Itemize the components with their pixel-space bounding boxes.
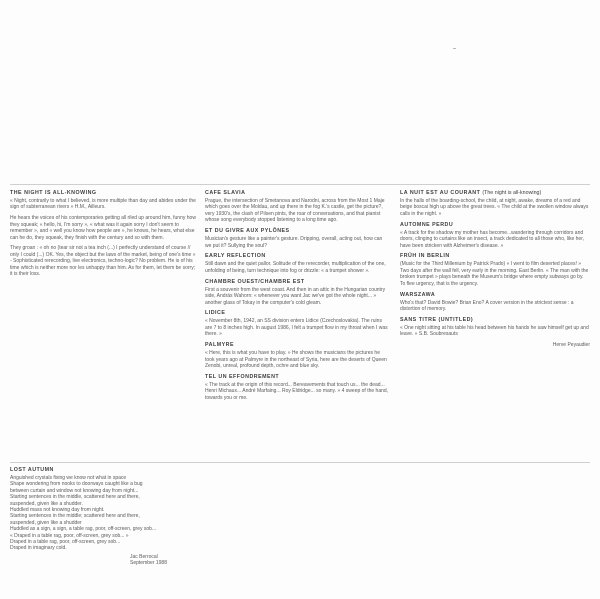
middle-divider [10,462,590,463]
track-entry [400,222,590,249]
track-title: PALMYRE [205,342,235,349]
track-title-sub: (UNTITLED) [438,316,474,323]
track-entry [205,228,390,249]
poem-line: Starting sentences in the middle, scattered here and there, [10,494,140,501]
poem-line: Draped in imaginary cold. [10,545,67,552]
track-text: Musician's gesture like a painter's gesture. Dripping, overall, acting out, how can we put it? Sullying the soul? [205,236,383,249]
poem-line: Starting sentences in the middle; scattered here and there, [10,513,140,520]
track-text: « One night sitting at his table his head between his hands he saw himself get up and leave. » S.B. Soubresauts [400,324,589,338]
track-entry [205,253,390,274]
track-entry [400,292,590,313]
paragraph: « Night, contrarily to what I believed, is more multiple than day and abides under the sign of subterranean rivers » H.M., Ailleurs. [10,198,196,211]
signature: Herve Peyaudier [552,342,590,349]
poem-line: Shape wondering from nooks to doorways caught like a bug [10,481,143,488]
track-entry [400,190,590,217]
track-text: First a souvenir from the west coast. And then in an attic in the Hungarian country side, András Wahorn: « whenever you want Jac we've got the whole night... » another glass of Tokay in the computer's cold gleam. [205,286,386,306]
track-entry [400,317,590,338]
track-title: ET DU GIVRE AUX PYLÔNES [205,228,290,235]
track-title: LIDICE [205,310,226,317]
poem-title: LOST AUTUMN [10,467,54,473]
poem-line: Huddled as a sign, a sign, a table rag, poor, off-screen, grey sob... [10,526,157,533]
track-text: « A track for the shadow my mother has become...wandering through corridors and doors, clinging to curtains like an insect, a track dedicated to all those who, like her, have been stricken with Alzheimer's disease. » [400,229,584,249]
track-entry [205,342,390,369]
track-title [400,190,590,197]
track-text: « November 8th, 1942, an SS division enters Lidice (Czechoslovakia). The ruins are 7 to 8 inches high. In august 1986, I felt a trumpet flow in my throat when I was there. » [205,318,388,338]
track-text: (Music for the Third Millenium by Patrick Prado) « I went to film deserted places! » Two days after the wall fell, very early in the morning. East Berlin. « The man with the broken trumpet » plays beneath the Museum's bridge where empty subways go by. To flee urgency, that is the urgency. [400,261,589,287]
track-title-sub: (The night is all-knowing) [482,190,542,196]
track-entry [205,279,390,306]
track-title-main: SANS TITRE [400,316,437,323]
track-text: « The track at the origin of this record... Bereavements that touch us... the dead... Henri Michaux... André Marfaing... Roy Eldridge... so many. » 4 sweep of the hand, towards you or me. [205,381,389,401]
track-text: « Here, this is what you have to play. » He shows the musicians the pictures he took years ago at Palmyre in the northeast of Syria, here are the deserts of Queen Zenobi, unreal, profound depth, ochre and blue sky. [205,350,387,369]
poem-line: suspended, given like a shudder. [10,500,83,507]
track-entry [400,253,590,287]
poem-line: Huddled mass not knowing day from night. [10,507,105,514]
track-title: AUTOMNE PERDU [400,221,454,228]
track-title: WARSZAWA [400,291,436,298]
column-track-notes-1 [205,190,390,406]
paragraph: He hears the voices of his contemporaries getting all riled up around him, funny how they squeak; « hello, hi, I'm sorry », « what was it again sorry I don't seem to remember », and « well you know how people are », he knows, he hears, what else can he do, they squeak, they finish with the century and so with them. [10,215,196,241]
track-text: Prague, the intersection of Smetanova and Narodni, across from the Most 1 Maje which goes over the Moldau, and up there in the fog K.'s castle, get the picture?, very 1930's, the clash of Pilsen pints, the roar of conversations, and that pianist whose song everybody stopped listening to a long time ago. [205,198,385,224]
track-title: CHAMBRE OUEST/CHAMBRE EST [205,278,305,285]
column-track-notes-2 [400,190,590,349]
track-title: CAFE SLAVIA [205,190,246,196]
poem-line: Anguished crystals fixing we know not what in space [10,475,127,481]
paragraph: They groan : « oh no (tear sir not a tea inch (...) I perfectly understand of course // only I could (...) OK. Yes, the object but the laws of the market, being of one's time » - Sophisticated rerecording, live electronics, techno-logic? No problem. He is of his time which is neither more nor les unhappy than him. As for them, let them be sorry; it is their loss. [10,245,196,278]
poem-line: between curtain and window not knowing day from night... [10,487,139,494]
track-entry [205,310,390,337]
track-entry [205,190,390,224]
poem-date: September 1988 [130,560,167,567]
track-title-main: LA NUIT EST AU COURANT [400,190,481,196]
track-text: Who's that? David Bowie? Brian Eno? A cover version in the strictest sense : a distortion of memory. [400,299,574,312]
poem-signoff [130,554,200,567]
track-title: TEL UN EFFONDREMENT [205,373,280,380]
section-title: THE NIGHT IS ALL-KNOWING [10,190,97,196]
track-text: Still dawn and the quiet pallor. Solitude of the rerecorder, multiplication of the one, unfolding of being, turn technique into fog or drizzle: « a trumpet shower ». [205,261,386,274]
poem-line: Draped in a table rag, poor, off-screen, grey sob... [10,539,121,546]
track-entry [205,374,390,401]
top-divider [10,184,590,185]
track-text: In the halls of the boarding-school, the child, at night, awake, dreams of a red and beige boscai high up above the great trees. « The child at the swollen window always calls in the night. » [400,198,589,217]
column-night-all-knowing [10,190,196,282]
poem-line: « Draped in a table rag, poor, off-screen, grey sob... » [10,532,129,539]
poem-line: suspended, given like a shudder [10,519,82,526]
page-mark [453,48,456,49]
track-title: FRÜH IN BERLIN [400,253,450,260]
track-title: EARLY REFLECTION [205,253,266,260]
poem-lost-autumn [10,467,200,567]
poem-body [10,475,200,552]
track-title [400,317,590,324]
poem-author: Jac Berrocal [130,553,158,560]
